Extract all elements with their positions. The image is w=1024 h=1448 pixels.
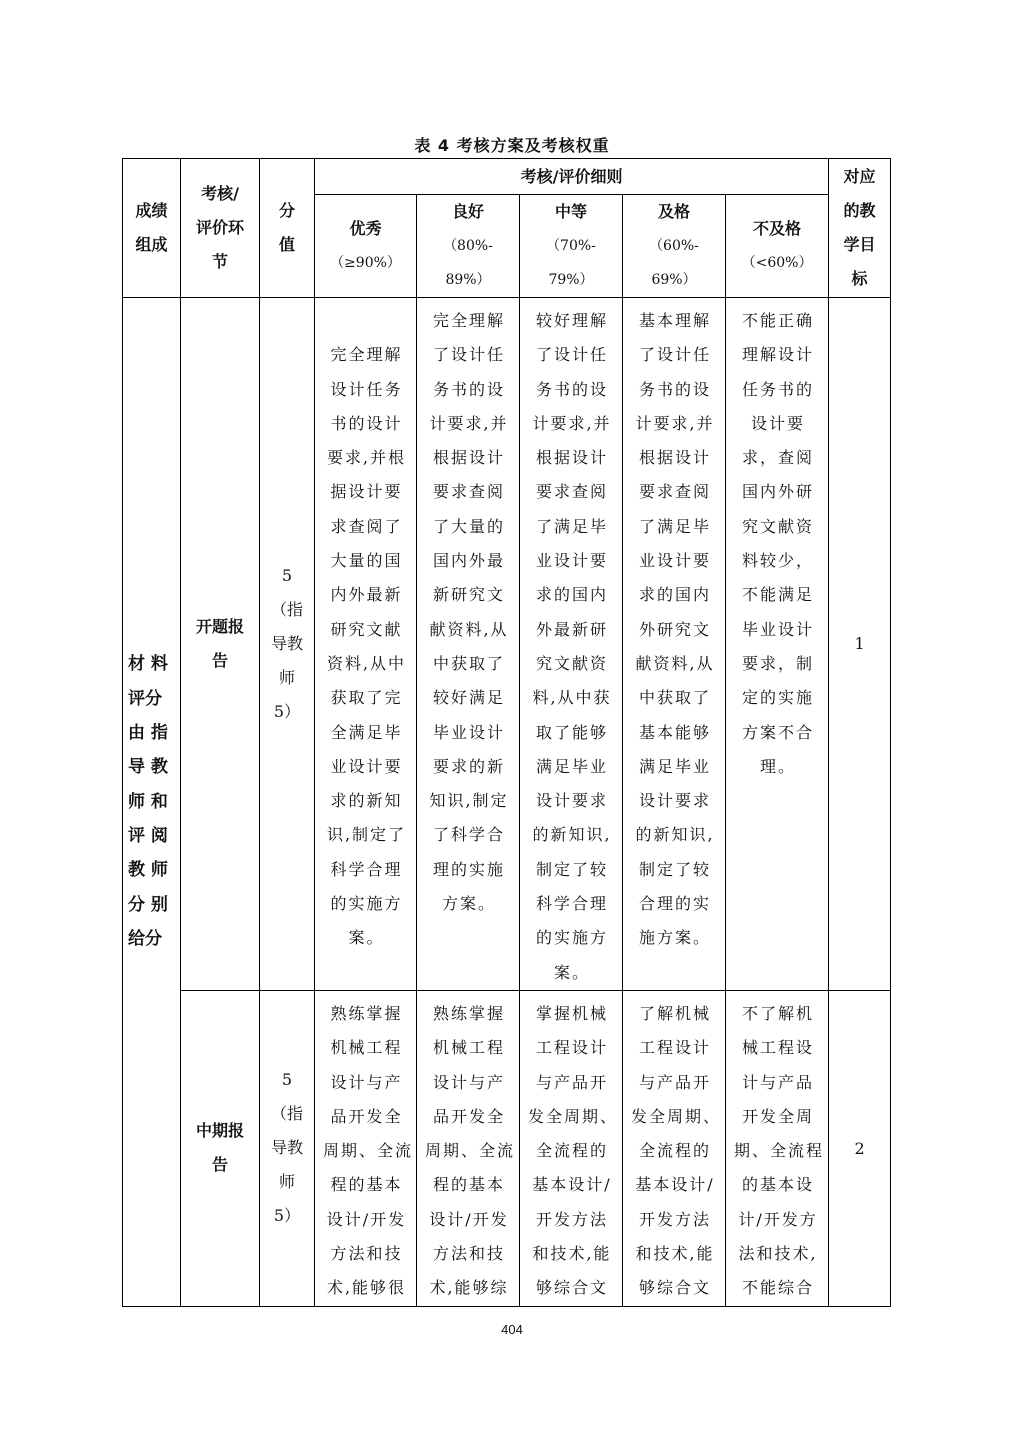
cell-line: 业设计要 bbox=[535, 551, 608, 571]
cell-line: 计与产品 bbox=[742, 1072, 815, 1092]
cell-line: 业设计要 bbox=[330, 756, 403, 776]
midterm-fail-cell bbox=[726, 990, 829, 1306]
cell-line: 了科学合 bbox=[432, 825, 505, 845]
cell-line: 设计任务 bbox=[330, 379, 403, 399]
score-line: 5） bbox=[273, 1206, 301, 1226]
cell-line: 合理的实 bbox=[638, 894, 711, 914]
score-line: （指 bbox=[270, 599, 303, 619]
cell-line: 大量的国 bbox=[330, 551, 403, 571]
cell-line: 不能综合 bbox=[742, 1278, 815, 1298]
cell-line: 计/开发方 bbox=[738, 1209, 818, 1229]
header-criteria-group: 考核/评价细则 bbox=[315, 159, 829, 195]
cell-line: 究文献资 bbox=[535, 653, 608, 673]
cell-line: 求查阅了 bbox=[330, 516, 403, 536]
cell-line: 满足毕业 bbox=[638, 756, 711, 776]
proposal-good-cell bbox=[417, 298, 520, 991]
cell-line: 理解设计 bbox=[742, 345, 815, 365]
cell-line: 计要求,并 bbox=[429, 413, 509, 433]
cell-line: 新研究文 bbox=[432, 585, 505, 605]
cell-line: 掌握机械 bbox=[535, 1003, 608, 1023]
cell-line: 不能满足 bbox=[742, 585, 815, 605]
cell-line: 开发全周 bbox=[742, 1106, 815, 1126]
cell-line: 和技术,能 bbox=[532, 1244, 612, 1264]
header-level-medium: 中等 （70%- 79%） bbox=[520, 195, 623, 298]
cell-line: 案。 bbox=[348, 928, 385, 948]
score-line: 导教 bbox=[270, 1138, 303, 1158]
cell-line: 外最新研 bbox=[535, 619, 608, 639]
cell-line: 的实施方 bbox=[330, 894, 403, 914]
cell-line: 毕业设计 bbox=[742, 619, 815, 639]
cell-line: 和技术,能 bbox=[635, 1244, 715, 1264]
cell-line: 要求查阅 bbox=[638, 482, 711, 502]
cell-line: 案。 bbox=[553, 962, 590, 982]
section-line: 给分 bbox=[128, 928, 162, 949]
midterm-good-cell bbox=[417, 990, 520, 1306]
cell-line: 了解机械 bbox=[638, 1003, 711, 1023]
proposal-medium-cell bbox=[520, 298, 623, 991]
cell-line: 全满足毕 bbox=[330, 722, 403, 742]
cell-line: 设计与产 bbox=[330, 1072, 403, 1092]
cell-line: 献资料,从 bbox=[429, 619, 509, 639]
cell-line: 求的国内 bbox=[638, 585, 711, 605]
cell-line: 与产品开 bbox=[638, 1072, 711, 1092]
header-level-pass: 及格 （60%- 69%） bbox=[623, 195, 726, 298]
cell-line: 理。 bbox=[760, 756, 797, 776]
cell-line: 了设计任 bbox=[638, 345, 711, 365]
cell-line: 理的实施 bbox=[432, 859, 505, 879]
cell-line: 机械工程 bbox=[330, 1038, 403, 1058]
cell-line: 与产品开 bbox=[535, 1072, 608, 1092]
header-score: 分 值 bbox=[260, 159, 315, 298]
cell-line: 基本能够 bbox=[638, 722, 711, 742]
cell-line: 的实施方 bbox=[535, 928, 608, 948]
cell-line: 完全理解 bbox=[330, 345, 403, 365]
cell-line: 资料,从中 bbox=[326, 653, 407, 673]
goal-midterm-report: 2 bbox=[829, 990, 891, 1306]
section-line: 材 料 bbox=[128, 654, 168, 675]
score-midterm-report bbox=[260, 990, 315, 1306]
cell-line: 中获取了 bbox=[432, 653, 505, 673]
cell-line: 基本理解 bbox=[638, 311, 711, 330]
table-caption: 表 4 考核方案及考核权重 bbox=[414, 136, 610, 155]
cell-line: 品开发全 bbox=[330, 1106, 403, 1126]
cell-line: 熟练掌握 bbox=[330, 1003, 403, 1023]
cell-line: 根据设计 bbox=[535, 448, 608, 468]
cell-line: 计要求,并 bbox=[635, 413, 715, 433]
cell-line: 全流程的 bbox=[535, 1141, 608, 1161]
score-proposal-report bbox=[260, 298, 315, 991]
cell-line: 毕业设计 bbox=[432, 722, 505, 742]
cell-line: 方案。 bbox=[441, 894, 496, 914]
header-goal: 对应 的教 学目 标 bbox=[829, 159, 891, 298]
section-line: 由 指 bbox=[128, 723, 168, 744]
cell-line: 发全周期、 bbox=[528, 1106, 619, 1126]
cell-line: 要求查阅 bbox=[432, 482, 505, 502]
section-material-scoring bbox=[123, 298, 181, 1307]
header-level-excellent: 优秀 （≥90%） bbox=[315, 195, 417, 298]
cell-line: 设计要求 bbox=[638, 791, 711, 811]
header-composition: 成绩 组成 bbox=[123, 159, 181, 298]
cell-line: 研究文献 bbox=[330, 619, 403, 639]
cell-line: 务书的设 bbox=[638, 379, 711, 399]
cell-line: 科学合理 bbox=[330, 859, 403, 879]
cell-line: 方案不合 bbox=[742, 722, 815, 742]
cell-line: 程的基本 bbox=[330, 1175, 403, 1195]
cell-line: 不能正确 bbox=[742, 311, 815, 330]
cell-line: 周期、全流 bbox=[323, 1141, 414, 1161]
proposal-pass-cell bbox=[623, 298, 726, 991]
goal-proposal-report: 1 bbox=[829, 298, 891, 991]
cell-line: 周期、全流 bbox=[425, 1141, 516, 1161]
page-number: 404 bbox=[501, 1322, 523, 1337]
cell-line: 根据设计 bbox=[638, 448, 711, 468]
cell-line: 任务书的 bbox=[742, 379, 815, 399]
score-line: 师 bbox=[278, 1172, 295, 1192]
cell-line: 知识,制定 bbox=[429, 791, 509, 811]
midterm-excellent-cell bbox=[315, 990, 417, 1306]
cell-line: 方法和技 bbox=[432, 1244, 505, 1264]
stage-proposal-report: 开题报 告 bbox=[181, 298, 260, 991]
cell-line: 国内外研 bbox=[742, 482, 815, 502]
cell-line: 中获取了 bbox=[638, 688, 711, 708]
cell-line: 术,能够很 bbox=[326, 1278, 407, 1298]
midterm-pass-cell bbox=[623, 990, 726, 1306]
cell-line: 术,能够综 bbox=[429, 1278, 509, 1298]
section-line: 教 师 bbox=[128, 860, 168, 881]
cell-line: 施方案。 bbox=[638, 928, 711, 948]
cell-line: 计要求,并 bbox=[532, 413, 612, 433]
section-line: 导 教 bbox=[128, 757, 168, 778]
cell-line: 够综合文 bbox=[535, 1278, 608, 1298]
cell-line: 根据设计 bbox=[432, 448, 505, 468]
cell-line: 国内外最 bbox=[432, 551, 505, 571]
cell-line: 开发方法 bbox=[535, 1209, 608, 1229]
cell-line: 基本设计/ bbox=[532, 1175, 612, 1195]
cell-line: 要求查阅 bbox=[535, 482, 608, 502]
section-line: 分 别 bbox=[128, 894, 168, 915]
cell-line: 要求,并根 bbox=[326, 448, 407, 468]
header-level-good: 良好 （80%- 89%） bbox=[417, 195, 520, 298]
score-line: 5 bbox=[281, 1070, 293, 1090]
cell-line: 制定了较 bbox=[638, 859, 711, 879]
cell-line: 的基本设 bbox=[742, 1175, 815, 1195]
cell-line: 方法和技 bbox=[330, 1244, 403, 1264]
cell-line: 据设计要 bbox=[330, 482, 403, 502]
proposal-fail-cell bbox=[726, 298, 829, 991]
score-line: 5 bbox=[281, 565, 293, 585]
cell-line: 期、全流程 bbox=[734, 1141, 825, 1161]
cell-line: 献资料,从 bbox=[635, 653, 715, 673]
cell-line: 的新知识, bbox=[635, 825, 715, 845]
cell-line: 程的基本 bbox=[432, 1175, 505, 1195]
cell-line: 务书的设 bbox=[535, 379, 608, 399]
score-line: 导教 bbox=[270, 633, 303, 653]
cell-line: 识,制定了 bbox=[326, 825, 407, 845]
midterm-medium-cell bbox=[520, 990, 623, 1306]
cell-line: 科学合理 bbox=[535, 894, 608, 914]
cell-line: 设计/开发 bbox=[429, 1209, 509, 1229]
cell-line: 法和技术, bbox=[738, 1244, 818, 1264]
section-line: 评 阅 bbox=[128, 825, 168, 846]
cell-line: 要求的新 bbox=[432, 756, 505, 776]
cell-line: 全流程的 bbox=[638, 1141, 711, 1161]
cell-line: 书的设计 bbox=[330, 413, 403, 433]
cell-line: 业设计要 bbox=[638, 551, 711, 571]
cell-line: 较好理解 bbox=[535, 311, 608, 330]
cell-line: 取了能够 bbox=[535, 722, 608, 742]
cell-line: 料,从中获 bbox=[532, 688, 612, 708]
header-level-fail: 不及格 （<60%） bbox=[726, 195, 829, 298]
cell-line: 工程设计 bbox=[638, 1038, 711, 1058]
cell-line: 要求，制 bbox=[742, 653, 815, 673]
cell-line bbox=[323, 304, 410, 338]
cell-line: 开发方法 bbox=[638, 1209, 711, 1229]
section-line: 师 和 bbox=[128, 791, 168, 812]
cell-line: 了满足毕 bbox=[535, 516, 608, 536]
cell-line: 设计与产 bbox=[432, 1072, 505, 1092]
cell-line: 定的实施 bbox=[742, 688, 815, 708]
header-stage: 考核/ 评价环 节 bbox=[181, 159, 260, 298]
cell-line: 求，查阅 bbox=[742, 448, 815, 468]
cell-line: 求的国内 bbox=[535, 585, 608, 605]
cell-line: 熟练掌握 bbox=[432, 1003, 505, 1023]
cell-line: 内外最新 bbox=[330, 585, 403, 605]
cell-line: 机械工程 bbox=[432, 1038, 505, 1058]
cell-line: 基本设计/ bbox=[635, 1175, 715, 1195]
section-line: 评分 bbox=[128, 688, 162, 709]
cell-line: 设计/开发 bbox=[326, 1209, 407, 1229]
cell-line: 械工程设 bbox=[742, 1038, 815, 1058]
cell-line: 料较少， bbox=[742, 551, 815, 571]
cell-line: 发全周期、 bbox=[631, 1106, 722, 1126]
score-line: 师 bbox=[278, 667, 295, 687]
cell-line: 究文献资 bbox=[742, 516, 815, 536]
cell-line: 了满足毕 bbox=[638, 516, 711, 536]
stage-midterm-report: 中期报 告 bbox=[181, 990, 260, 1306]
cell-line: 外研究文 bbox=[638, 619, 711, 639]
assessment-table bbox=[122, 158, 890, 1307]
score-line: 5） bbox=[273, 701, 301, 721]
cell-line: 了设计任 bbox=[535, 345, 608, 365]
cell-line: 了大量的 bbox=[432, 516, 505, 536]
cell-line: 不了解机 bbox=[742, 1003, 815, 1023]
cell-line: 较好满足 bbox=[432, 688, 505, 708]
cell-line: 制定了较 bbox=[535, 859, 608, 879]
cell-line: 完全理解 bbox=[432, 311, 505, 330]
cell-line: 够综合文 bbox=[638, 1278, 711, 1298]
cell-line: 设计要 bbox=[751, 413, 806, 433]
cell-line: 务书的设 bbox=[432, 379, 505, 399]
cell-line: 品开发全 bbox=[432, 1106, 505, 1126]
cell-line: 求的新知 bbox=[330, 791, 403, 811]
cell-line: 满足毕业 bbox=[535, 756, 608, 776]
cell-line: 了设计任 bbox=[432, 345, 505, 365]
cell-line: 工程设计 bbox=[535, 1038, 608, 1058]
proposal-excellent-cell bbox=[315, 298, 417, 991]
score-line: （指 bbox=[270, 1104, 303, 1124]
cell-line: 设计要求 bbox=[535, 791, 608, 811]
cell-line: 获取了完 bbox=[330, 688, 403, 708]
cell-line: 的新知识, bbox=[532, 825, 612, 845]
